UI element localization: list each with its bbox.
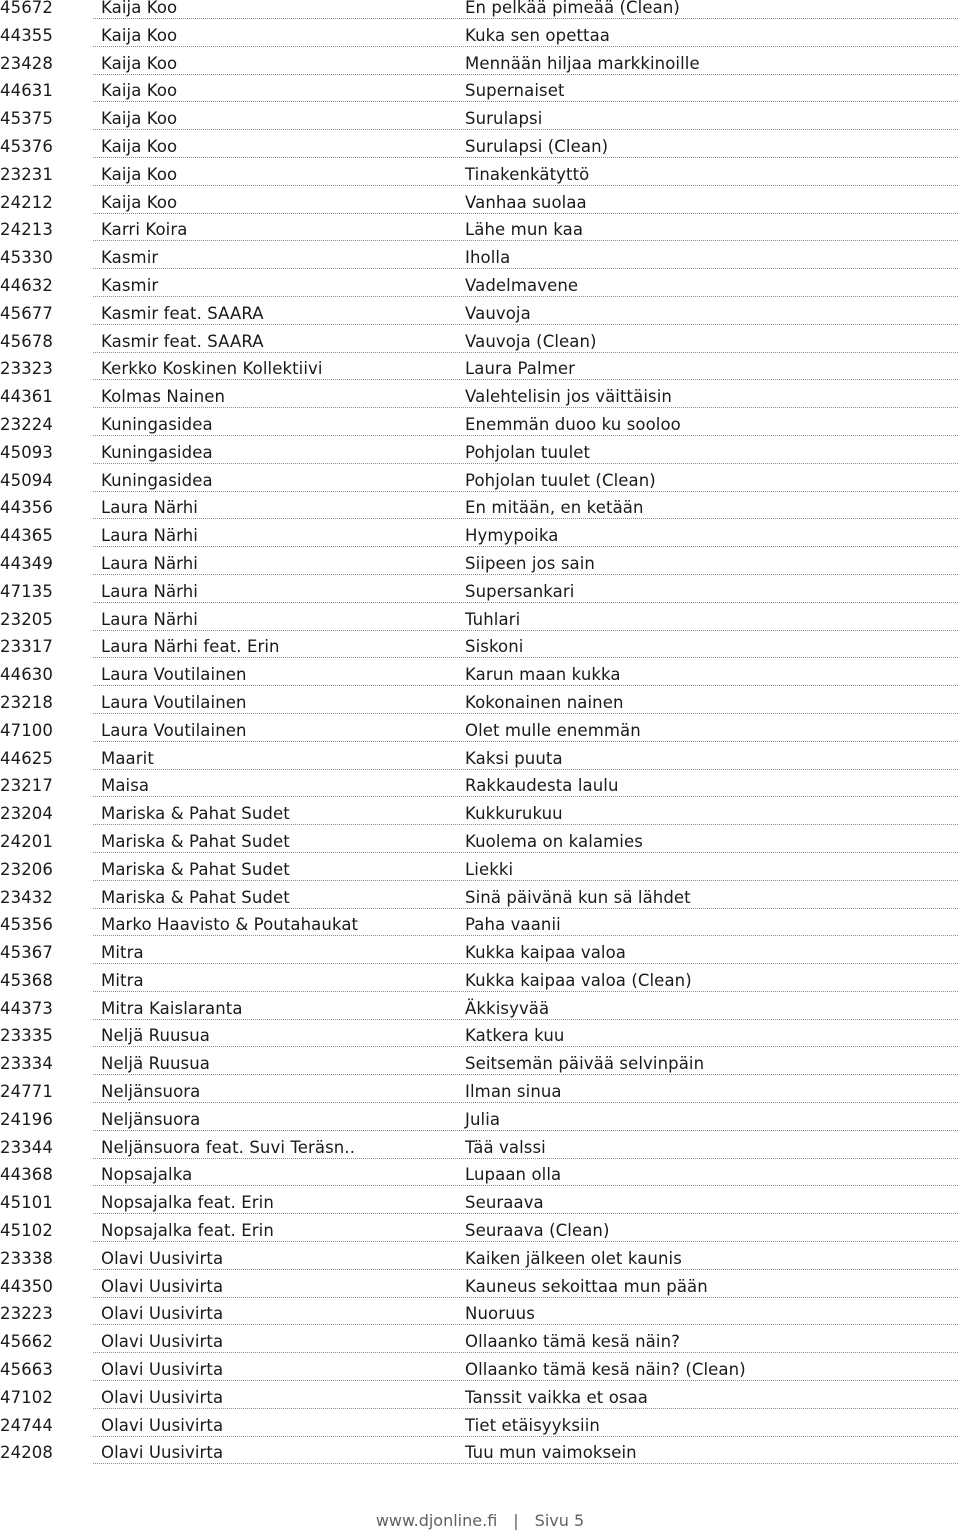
- song-title: Kukkurukuu: [465, 804, 563, 824]
- song-row: [0, 748, 960, 779]
- song-code: 23206: [0, 859, 53, 879]
- song-code: 24771: [0, 1082, 53, 1102]
- row-divider: [93, 991, 958, 992]
- song-code: 23338: [0, 1248, 53, 1268]
- song-row: [0, 528, 960, 556]
- song-artist: Kaija Koo: [101, 25, 178, 45]
- row-divider: [93, 18, 958, 19]
- row-divider: [93, 240, 958, 241]
- row-divider: [93, 1269, 958, 1270]
- song-title: Kuolema on kalamies: [465, 831, 643, 851]
- song-title: Seuraava: [465, 1193, 544, 1213]
- song-title: Rakkaudesta laulu: [465, 776, 619, 796]
- row-divider: [93, 935, 958, 936]
- row-divider: [93, 880, 958, 881]
- song-artist: Kuningasidea: [101, 414, 213, 434]
- song-title: Pohjolan tuulet (Clean): [465, 470, 656, 490]
- song-title: Vadelmavene: [465, 275, 579, 295]
- song-artist: Maarit: [101, 748, 154, 768]
- song-row: [0, 667, 960, 695]
- song-title: Kukka kaipaa valoa: [465, 943, 626, 963]
- footer-separator: |: [513, 1511, 519, 1530]
- song-row: [0, 970, 960, 1001]
- song-row: [0, 1334, 960, 1362]
- song-title: Laura Palmer: [465, 359, 576, 379]
- song-code: 45375: [0, 109, 53, 129]
- song-row: [0, 414, 960, 445]
- song-code: 44373: [0, 998, 53, 1018]
- song-code: 23224: [0, 414, 53, 434]
- row-divider: [93, 74, 958, 75]
- song-title: Kukka kaipaa valoa (Clean): [465, 970, 692, 990]
- song-row: [0, 1276, 960, 1307]
- song-artist: Laura Närhi: [101, 526, 198, 546]
- song-title: Iholla: [465, 248, 511, 268]
- row-divider: [93, 46, 958, 47]
- song-code: 44365: [0, 526, 53, 546]
- song-title: Enemmän duoo ku sooloo: [465, 414, 681, 434]
- row-divider: [93, 685, 958, 686]
- row-divider: [93, 574, 958, 575]
- row-divider: [93, 1019, 958, 1020]
- song-row: [0, 331, 960, 362]
- song-code: 44350: [0, 1276, 53, 1296]
- song-artist: Neljä Ruusua: [101, 1026, 211, 1046]
- row-divider: [93, 1102, 958, 1103]
- footer-page-number: Sivu 5: [534, 1511, 585, 1530]
- row-divider: [93, 407, 958, 408]
- song-artist: Mariska & Pahat Sudet: [101, 804, 290, 824]
- row-divider: [93, 1185, 958, 1186]
- song-row: [0, 500, 960, 528]
- song-code: 44631: [0, 81, 53, 101]
- song-row: [0, 275, 960, 306]
- song-title: En mitään, en ketään: [465, 498, 644, 518]
- song-row: [0, 859, 960, 890]
- song-code: 23335: [0, 1026, 53, 1046]
- song-artist: Kaija Koo: [101, 164, 178, 184]
- row-divider: [93, 630, 958, 631]
- row-divider: [93, 1324, 958, 1325]
- song-artist: Kaija Koo: [101, 53, 178, 73]
- song-row: [0, 1195, 960, 1223]
- song-artist: Laura Voutilainen: [101, 665, 247, 685]
- song-code: 45368: [0, 970, 53, 990]
- song-artist: Laura Närhi: [101, 581, 198, 601]
- song-code: 47102: [0, 1387, 53, 1407]
- song-code: 24213: [0, 220, 53, 240]
- song-artist: Kaija Koo: [101, 81, 178, 101]
- song-code: 44361: [0, 387, 53, 407]
- song-row: [0, 1056, 960, 1084]
- song-artist: Kuningasidea: [101, 442, 213, 462]
- song-row: [0, 0, 960, 28]
- song-title: Vanhaa suolaa: [465, 192, 587, 212]
- song-title: Vauvoja (Clean): [465, 331, 597, 351]
- song-row: [0, 639, 960, 667]
- row-divider: [93, 352, 958, 353]
- song-row: [0, 1306, 960, 1334]
- song-code: 24744: [0, 1415, 53, 1435]
- song-artist: Neljänsuora: [101, 1082, 201, 1102]
- song-row: [0, 222, 960, 250]
- song-code: 45672: [0, 0, 53, 17]
- song-artist: Nopsajalka feat. Erin: [101, 1221, 274, 1241]
- song-title: Pohjolan tuulet: [465, 442, 591, 462]
- song-title: Tää valssi: [465, 1137, 546, 1157]
- song-row: [0, 553, 960, 584]
- song-title: Katkera kuu: [465, 1026, 565, 1046]
- row-divider: [93, 129, 958, 130]
- song-title: Vauvoja: [465, 303, 531, 323]
- song-title: Kaksi puuta: [465, 748, 563, 768]
- row-divider: [93, 324, 958, 325]
- song-title: Julia: [465, 1109, 501, 1129]
- row-divider: [93, 1463, 958, 1464]
- song-artist: Nopsajalka: [101, 1165, 193, 1185]
- row-divider: [93, 796, 958, 797]
- song-code: 44355: [0, 25, 53, 45]
- row-divider: [93, 185, 958, 186]
- row-divider: [93, 518, 958, 519]
- song-title: Supersankari: [465, 581, 575, 601]
- song-artist: Olavi Uusivirta: [101, 1304, 224, 1324]
- song-title: Seuraava (Clean): [465, 1221, 610, 1241]
- song-row: [0, 1415, 960, 1446]
- row-divider: [93, 908, 958, 909]
- song-title: Tiet etäisyyksiin: [465, 1415, 600, 1435]
- song-title: Kokonainen nainen: [465, 692, 624, 712]
- song-artist: Laura Voutilainen: [101, 720, 247, 740]
- row-divider: [93, 435, 958, 436]
- song-title: Ollaanko tämä kesä näin?: [465, 1332, 680, 1352]
- song-title: Paha vaanii: [465, 915, 561, 935]
- song-artist: Laura Närhi feat. Erin: [101, 637, 280, 657]
- row-divider: [93, 1408, 958, 1409]
- song-row: [0, 303, 960, 334]
- song-title: Sinä päivänä kun sä lähdet: [465, 887, 691, 907]
- song-title: Lähe mun kaa: [465, 220, 584, 240]
- song-code: 23204: [0, 804, 53, 824]
- song-row: [0, 470, 960, 501]
- song-code: 44630: [0, 665, 53, 685]
- row-divider: [93, 463, 958, 464]
- song-code: 23218: [0, 692, 53, 712]
- row-divider: [93, 1380, 958, 1381]
- song-code: 24196: [0, 1109, 53, 1129]
- row-divider: [93, 213, 958, 214]
- song-row: [0, 692, 960, 723]
- song-code: 47100: [0, 720, 53, 740]
- song-artist: Laura Närhi: [101, 498, 198, 518]
- song-artist: Neljä Ruusua: [101, 1054, 211, 1074]
- song-row: [0, 1137, 960, 1168]
- song-artist: Laura Voutilainen: [101, 692, 247, 712]
- song-title: Äkkisyvää: [465, 998, 550, 1018]
- row-divider: [93, 1213, 958, 1214]
- song-code: 23317: [0, 637, 53, 657]
- row-divider: [93, 741, 958, 742]
- song-row: [0, 945, 960, 973]
- song-row: [0, 1387, 960, 1418]
- song-artist: Kerkko Koskinen Kollektiivi: [101, 359, 323, 379]
- song-artist: Olavi Uusivirta: [101, 1276, 224, 1296]
- song-title: Karun maan kukka: [465, 665, 621, 685]
- song-title: Kuka sen opettaa: [465, 25, 611, 45]
- song-row: [0, 1445, 960, 1473]
- song-title: En pelkää pimeää (Clean): [465, 0, 680, 17]
- song-artist: Mariska & Pahat Sudet: [101, 831, 290, 851]
- song-code: 45662: [0, 1332, 53, 1352]
- row-divider: [93, 1130, 958, 1131]
- song-title: Olet mulle enemmän: [465, 720, 641, 740]
- song-row: [0, 1028, 960, 1056]
- song-row: [0, 83, 960, 111]
- row-divider: [93, 602, 958, 603]
- row-divider: [93, 379, 958, 380]
- song-code: 23432: [0, 887, 53, 907]
- song-artist: Olavi Uusivirta: [101, 1332, 224, 1352]
- song-row: [0, 389, 960, 417]
- song-row: [0, 1223, 960, 1251]
- song-title: Tanssit vaikka et osaa: [465, 1387, 649, 1407]
- song-code: 23323: [0, 359, 53, 379]
- song-row: [0, 1362, 960, 1390]
- row-divider: [93, 296, 958, 297]
- song-code: 45101: [0, 1193, 53, 1213]
- song-artist: Laura Närhi: [101, 553, 198, 573]
- song-code: 23205: [0, 609, 53, 629]
- row-divider: [93, 546, 958, 547]
- song-title: Liekki: [465, 859, 514, 879]
- song-code: 45094: [0, 470, 53, 490]
- song-title: Valehtelisin jos väittäisin: [465, 387, 672, 407]
- song-artist: Olavi Uusivirta: [101, 1360, 224, 1380]
- page-footer: [0, 1512, 960, 1530]
- song-row: [0, 442, 960, 473]
- row-divider: [93, 769, 958, 770]
- song-artist: Olavi Uusivirta: [101, 1387, 224, 1407]
- song-title: Seitsemän päivää selvinpäin: [465, 1054, 705, 1074]
- row-divider: [93, 824, 958, 825]
- song-row: [0, 361, 960, 389]
- song-row: [0, 25, 960, 56]
- song-row: [0, 720, 960, 751]
- song-title: Tuu mun vaimoksein: [465, 1443, 637, 1463]
- song-artist: Laura Närhi: [101, 609, 198, 629]
- song-code: 45367: [0, 943, 53, 963]
- song-title: Lupaan olla: [465, 1165, 562, 1185]
- song-row: [0, 917, 960, 945]
- song-title: Siipeen jos sain: [465, 553, 595, 573]
- song-code: 44625: [0, 748, 53, 768]
- song-title: Tinakenkätyttö: [465, 164, 590, 184]
- song-title: Siskoni: [465, 637, 524, 657]
- song-row: [0, 1248, 960, 1279]
- song-row: [0, 1084, 960, 1112]
- song-artist: Mitra: [101, 943, 144, 963]
- song-code: 45677: [0, 303, 53, 323]
- row-divider: [93, 1436, 958, 1437]
- song-code: 23217: [0, 776, 53, 796]
- row-divider: [93, 657, 958, 658]
- song-artist: Maisa: [101, 776, 150, 796]
- row-divider: [93, 1241, 958, 1242]
- song-artist: Neljänsuora: [101, 1109, 201, 1129]
- song-row: [0, 1167, 960, 1195]
- song-row: [0, 998, 960, 1029]
- song-row: [0, 806, 960, 834]
- song-artist: Mariska & Pahat Sudet: [101, 859, 290, 879]
- song-artist: Mitra: [101, 970, 144, 990]
- song-code: 45376: [0, 136, 53, 156]
- song-code: 23223: [0, 1304, 53, 1324]
- song-code: 45678: [0, 331, 53, 351]
- song-row: [0, 250, 960, 278]
- row-divider: [93, 101, 958, 102]
- row-divider: [93, 1074, 958, 1075]
- row-divider: [93, 157, 958, 158]
- song-code: 23334: [0, 1054, 53, 1074]
- song-code: 23344: [0, 1137, 53, 1157]
- song-artist: Marko Haavisto & Poutahaukat: [101, 915, 359, 935]
- song-row: [0, 192, 960, 223]
- row-divider: [93, 1297, 958, 1298]
- song-code: 24201: [0, 831, 53, 851]
- song-artist: Kaija Koo: [101, 0, 178, 17]
- song-title: Surulapsi (Clean): [465, 136, 609, 156]
- song-artist: Kaija Koo: [101, 192, 178, 212]
- song-artist: Mitra Kaislaranta: [101, 998, 243, 1018]
- song-row: [0, 831, 960, 862]
- song-code: 44356: [0, 498, 53, 518]
- song-row: [0, 136, 960, 167]
- song-code: 44368: [0, 1165, 53, 1185]
- row-divider: [93, 268, 958, 269]
- song-artist: Kaija Koo: [101, 109, 178, 129]
- song-artist: Karri Koira: [101, 220, 188, 240]
- row-divider: [93, 713, 958, 714]
- row-divider: [93, 491, 958, 492]
- song-code: 45663: [0, 1360, 53, 1380]
- song-artist: Olavi Uusivirta: [101, 1443, 224, 1463]
- song-title: Tuhlari: [465, 609, 521, 629]
- song-artist: Olavi Uusivirta: [101, 1415, 224, 1435]
- song-artist: Mariska & Pahat Sudet: [101, 887, 290, 907]
- song-artist: Kaija Koo: [101, 136, 178, 156]
- song-row: [0, 164, 960, 195]
- row-divider: [93, 1352, 958, 1353]
- song-code: 44632: [0, 275, 53, 295]
- song-code: 23231: [0, 164, 53, 184]
- song-title: Ollaanko tämä kesä näin? (Clean): [465, 1360, 746, 1380]
- song-artist: Kuningasidea: [101, 470, 213, 490]
- song-artist: Kasmir: [101, 248, 159, 268]
- row-divider: [93, 1046, 958, 1047]
- song-code: 45356: [0, 915, 53, 935]
- song-artist: Kasmir: [101, 275, 159, 295]
- song-code: 45330: [0, 248, 53, 268]
- song-row: [0, 1109, 960, 1140]
- song-artist: Kolmas Nainen: [101, 387, 226, 407]
- row-divider: [93, 852, 958, 853]
- song-code: 23428: [0, 53, 53, 73]
- footer-website: www.djonline.fi: [375, 1511, 498, 1530]
- song-title: Kaiken jälkeen olet kaunis: [465, 1248, 682, 1268]
- song-title: Hymypoika: [465, 526, 559, 546]
- row-divider: [93, 1158, 958, 1159]
- song-title: Mennään hiljaa markkinoille: [465, 53, 700, 73]
- song-row: [0, 778, 960, 806]
- song-title: Nuoruus: [465, 1304, 535, 1324]
- song-row: [0, 609, 960, 640]
- row-divider: [93, 963, 958, 964]
- song-row: [0, 887, 960, 918]
- song-code: 45093: [0, 442, 53, 462]
- song-code: 47135: [0, 581, 53, 601]
- song-artist: Nopsajalka feat. Erin: [101, 1193, 274, 1213]
- song-artist: Kasmir feat. SAARA: [101, 331, 264, 351]
- song-code: 45102: [0, 1221, 53, 1241]
- song-artist: Kasmir feat. SAARA: [101, 303, 264, 323]
- song-row: [0, 581, 960, 612]
- song-title: Ilman sinua: [465, 1082, 562, 1102]
- song-row: [0, 111, 960, 139]
- song-artist: Neljänsuora feat. Suvi Teräsn..: [101, 1137, 356, 1157]
- song-code: 24208: [0, 1443, 53, 1463]
- song-code: 24212: [0, 192, 53, 212]
- song-artist: Olavi Uusivirta: [101, 1248, 224, 1268]
- song-title: Kauneus sekoittaa mun pään: [465, 1276, 708, 1296]
- song-row: [0, 53, 960, 84]
- song-title: Supernaiset: [465, 81, 565, 101]
- song-code: 44349: [0, 553, 53, 573]
- song-title: Surulapsi: [465, 109, 543, 129]
